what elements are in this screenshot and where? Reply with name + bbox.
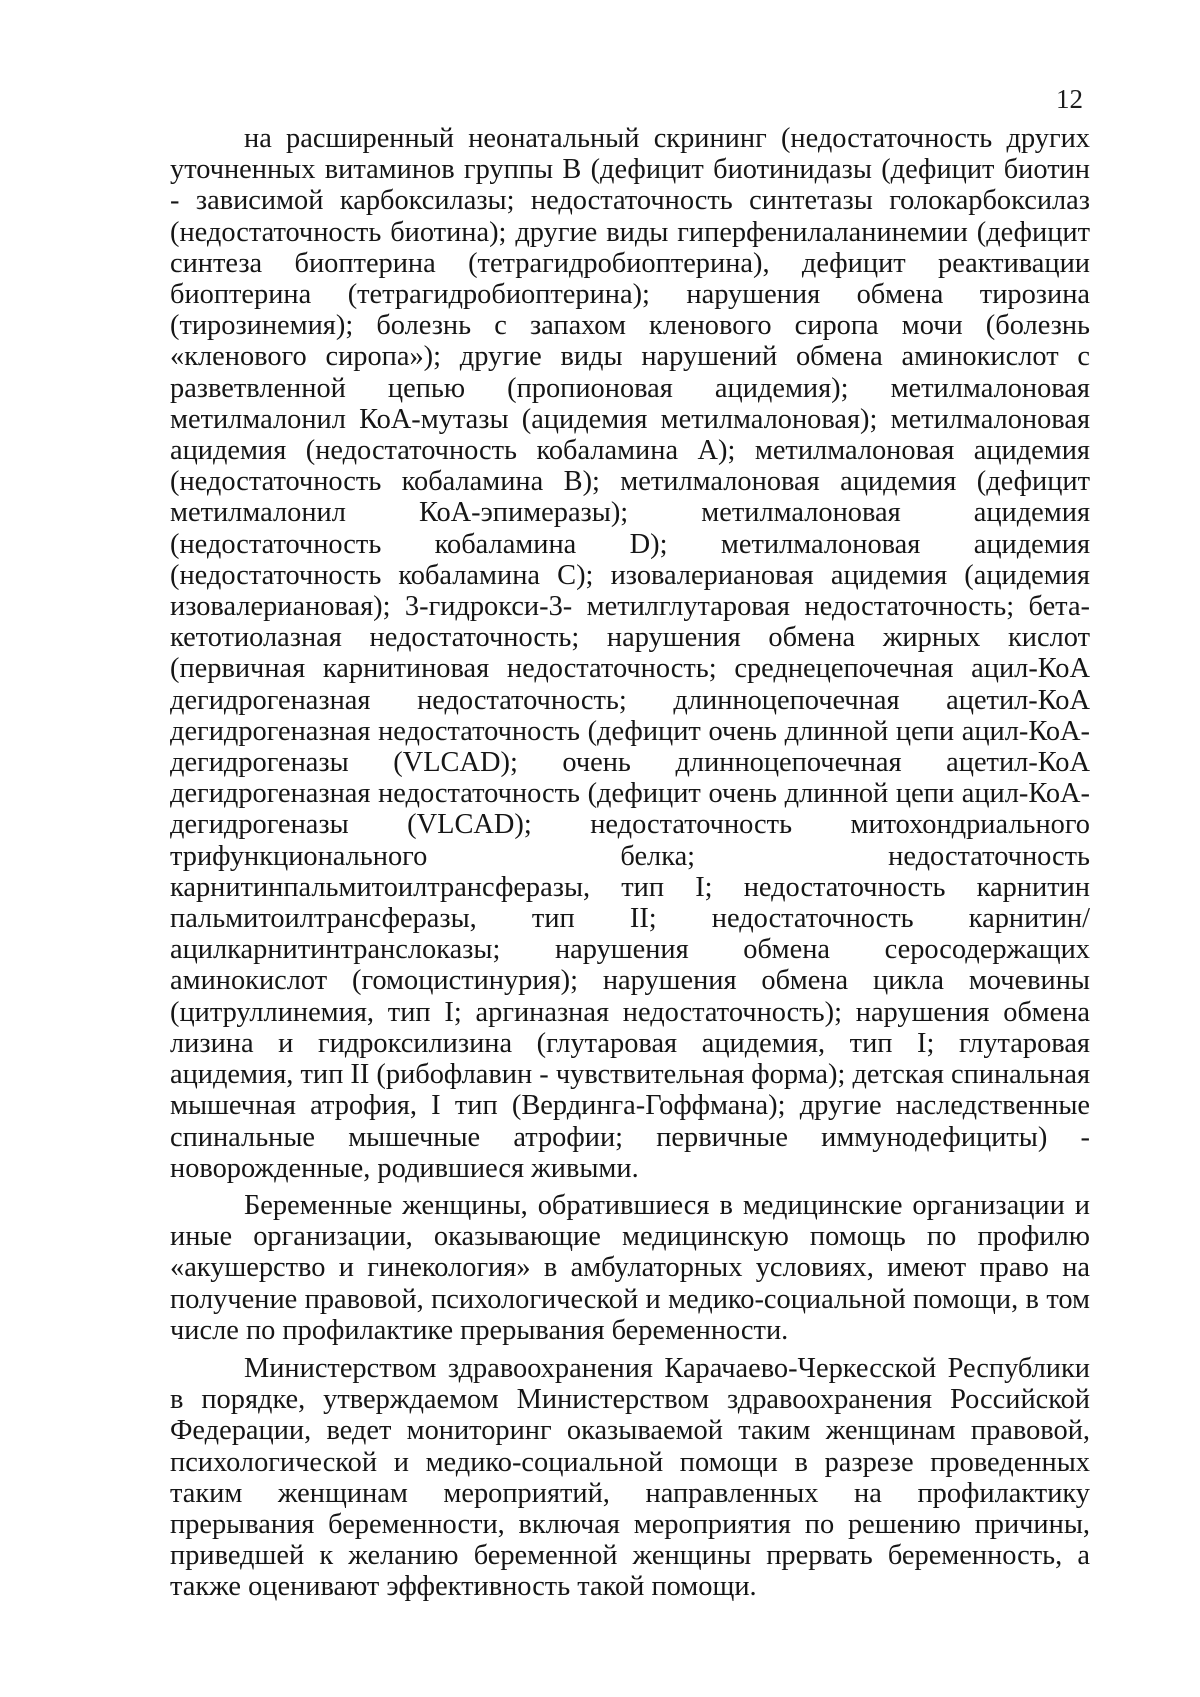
page-number: 12: [1056, 84, 1083, 114]
paragraph-pregnant-women-rights: Беременные женщины, обратившиеся в медицинские организации и иные организации, оказывающие медицинскую помощь по профилю «акушерство и гинекология» в амбулаторных условиях, имеют право на получение правовой, психологической и медико-социальной помощи, в том числе по профилактике прерывания беременности.: [170, 1189, 1090, 1346]
paragraph-ministry-monitoring: Министерством здравоохранения Карачаево-Черкесской Республики в порядке, утверждаемом Министерством здравоохранения Российской Федерации, ведет мониторинг оказываемой таким женщинам правовой, психологической и медико-социальной помощи в разрезе проведенных таким женщинам мероприятий, направленных на профилактику прерывания беременности, включая мероприятия по решению причины, приведшей к желанию беременной женщины прервать беременность, а также оценивают эффективность такой помощи.: [170, 1352, 1090, 1603]
paragraph-neonatal-screening: на расширенный неонатальный скрининг (недостаточность других уточненных витаминов группы В (дефицит биотинидазы (дефицит биотин - зависимой карбоксилазы; недостаточность синтетазы голокарбоксилаз (недостаточность биотина); другие виды гиперфенилаланинемии (дефицит синтеза биоптерина (тетрагидробиоптерина), дефицит реактивации биоптерина (тетрагидробиоптерина); нарушения обмена тирозина (тирозинемия); болезнь с запахом кленового сиропа мочи (болезнь «кленового сиропа»); другие виды нарушений обмена аминокислот с разветвленной цепью (пропионовая ацидемия); метилмалоновая метилмалонил КоА-мутазы (ацидемия метилмалоновая); метилмалоновая ацидемия (недостаточность кобаламина А); метилмалоновая ацидемия (недостаточность кобаламина В); метилмалоновая ацидемия (дефицит метилмалонил КоА-эпимеразы); метилмалоновая ацидемия (недостаточность кобаламина D); метилмалоновая ацидемия (недостаточность кобаламина С); изовалериановая ацидемия (ацидемия изовалериановая); 3-гидрокси-3- метилглутаровая недостаточность; бета-кетотиолазная недостаточность; нарушения обмена жирных кислот (первичная карнитиновая недостаточность; среднецепочечная ацил-КоА дегидрогеназная недостаточность; длинноцепочечная ацетил-КоА дегидрогеназная недостаточность (дефицит очень длинной цепи ацил-КоА-дегидрогеназы (VLCAD); очень длинноцепочечная ацетил-КоА дегидрогеназная недостаточность (дефицит очень длинной цепи ацил-КоА-дегидрогеназы (VLCAD); недостаточность митохондриального трифункционального белка; недостаточность карнитинпальмитоилтрансферазы, тип I; недостаточность карнитин пальмитоилтрансферазы, тип II; недостаточность карнитин/ацилкарнитинтранслоказы; нарушения обмена серосодержащих аминокислот (гомоцистинурия); нарушения обмена цикла мочевины (цитруллинемия, тип I; аргиназная недостаточность); нарушения обмена лизина и гидроксилизина (глутаровая ацидемия, тип I; глутаровая ацидемия, тип II (рибофлавин - чувствительная форма); детская спинальная мышечная атрофия, I тип (Вердинга-Гоффмана); другие наследственные спинальные мышечные атрофии; первичные иммунодефициты) - новорожденные, родившиеся живыми.: [170, 123, 1090, 1184]
document-body: [170, 123, 1090, 1603]
